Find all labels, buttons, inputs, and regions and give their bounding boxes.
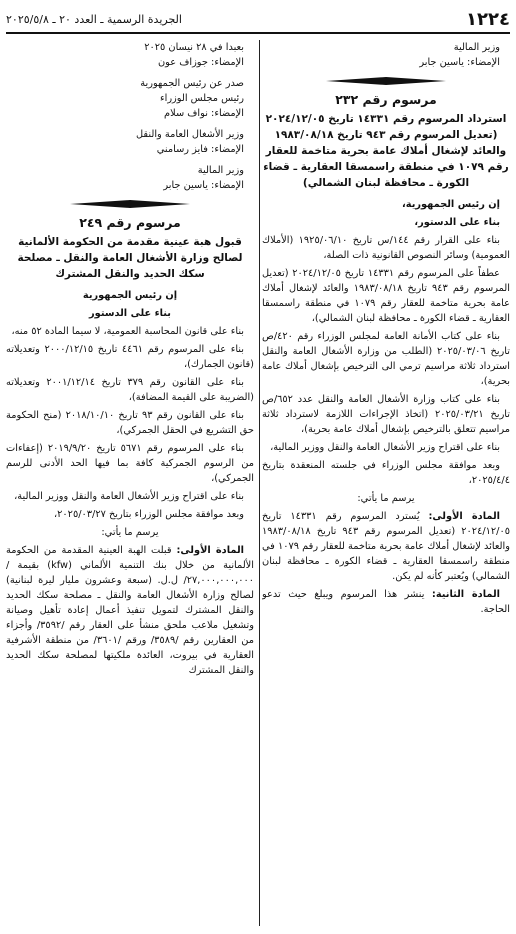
article-text: يُسترد المرسوم رقم ١٤٣٣١ تاريخ ٢٠٢٤/١٢/٠٥ (تعديل المرسوم رقم ٩٤٣ تاريخ ١٩٨٣/٠٨/١٨ والعائد لإشغال أملاك عامة بحرية متاخمة للعقار رقم ١٠٧٩ في منطقة راسمسقا العقارية ـ قضاء الكورة ـ محافظة لبنان الشمالي) ويُعتبر كأنه لم يكن. xyxy=(262,511,510,582)
decree-232-recital: بناء على كتاب الأمانة العامة لمجلس الوزراء رقم ٤٢٠/ص تاريخ ٢٠٢٥/٠٣/٠٦ (الطلب من وزارة الأشغال العامة والنقل استرداد ثلاثة مراسيم ترمي الى الترخيص بإشغال أملاك عامة بحرية)، xyxy=(262,331,510,387)
decree-249-recital: وبعد موافقة مجلس الوزراء بتاريخ ٢٠٢٥/٠٣/٢٧، xyxy=(53,509,244,520)
article-label: المادة الأولى: xyxy=(176,545,244,556)
decree-232-recital: بناء على كتاب وزارة الأشغال العامة والنقل عدد ٦٥٢/ص تاريخ ٢٠٢٥/٠٣/٢١ (اتخاذ الإجراءات اللازمة لاسترداد ثلاثة مراسيم تتعلق بالترخيص بإشغال أملاك عامة بحرية)، xyxy=(262,394,510,435)
signature-title: وزير المالية xyxy=(453,42,500,53)
decree-232-intro-president: إن رئيس الجمهورية، xyxy=(402,199,500,210)
signature-title: رئيس مجلس الوزراء xyxy=(160,93,244,104)
article-label: المادة الثانية: xyxy=(431,589,500,600)
section-divider xyxy=(262,74,510,88)
signature-name: الإمضاء: جوزاف عون xyxy=(157,57,244,68)
decree-249-decrees-line: يرسم ما يأتي: xyxy=(101,527,159,538)
decree-249-article-1 xyxy=(6,543,254,678)
signature-title: صدر عن رئيس الجمهورية xyxy=(140,78,244,89)
decree-232-recital: بناء على القرار رقم ١٤٤/س تاريخ ١٩٢٥/٠٦/١٠ (الأملاك العمومية) وسائر النصوص القانونية ذات الصلة، xyxy=(262,235,510,261)
decree-249-recital: بناء على قانون المحاسبة العمومية، لا سيما المادة ٥٢ منه، xyxy=(11,326,244,337)
decree-232-article-2 xyxy=(262,587,510,617)
decree-232-recital: بناء على اقتراح وزير الأشغال العامة والنقل ووزير المالية، xyxy=(270,442,500,453)
decree-232-recital: عطفاً على المرسوم رقم ١٤٣٣١ تاريخ ٢٠٢٤/١٢/٠٥ (تعديل المرسوم رقم ٩٤٣ تاريخ ١٩٨٣/٠٨/١٨ والعائد لإشغال أملاك عامة بحرية متاخمة للعقار رقم ١٠٧٩ في منطقة راسمسقا العقارية ـ قضاء الكورة ـ محافظة لبنان الشمالي)، xyxy=(262,268,510,324)
decree-249-recital: بناء على القانون رقم ٣٧٩ تاريخ ٢٠٠١/١٢/١٤ وتعديلاته (الضريبة على القيمة المضافة)، xyxy=(6,377,254,403)
decree-232-recital: وبعد موافقة مجلس الوزراء في جلسته المنعقدة بتاريخ ٢٠٢٥/٤/٤، xyxy=(262,460,510,486)
article-label: المادة الأولى: xyxy=(428,511,500,522)
decree-249-recital: بناء على المرسوم رقم ٥٦٧١ تاريخ ٢٠١٩/٩/٢٠ (إعفاءات من الرسوم الجمركية كافة بما فيها الحد الأدنى للرسم الجمركي)، xyxy=(6,443,254,484)
left-column xyxy=(6,40,254,928)
signature-place-date: بعبدا في ٢٨ نيسان ٢٠٢٥ xyxy=(144,42,244,53)
decree-232-intro-constitution: بناء على الدستور، xyxy=(414,217,500,228)
decree-249-subject: قبول هبة عينية مقدمة من الحكومة الألمانية لصالح وزارة الأشغال العامة والنقل ـ مصلحة سكك الحديد والنقل المشترك xyxy=(17,236,243,280)
signature-title: وزير الأشغال العامة والنقل xyxy=(136,129,244,140)
issue-line: الجريدة الرسمية ـ العدد ٢٠ ـ ٢٠٢٥/٥/٨ xyxy=(6,12,182,26)
decree-249-title: مرسوم رقم ٢٤٩ xyxy=(79,215,181,230)
signature-name: الإمضاء: نواف سلام xyxy=(164,108,244,119)
decree-232-decrees-line: يرسم ما يأتي: xyxy=(357,493,415,504)
decree-232-article-1 xyxy=(262,509,510,584)
article-text: قبلت الهبة العينية المقدمة من الحكومة الألمانية من خلال بنك التنمية الألماني (kfw) بقيمة /٢٧,٠٠٠,٠٠٠,٠٠٠/ ل.ل. (سبعة وعشرون مليار ليرة لبنانية) لصالح وزارة الأشغال العامة والنقل ـ مصلحة سكك الحديد والنقل المشترك لتمويل تنفيذ أعمال إعادة تأهيل وصيانة وتشغيل ملاعب ملحق منشأ على العقار رقم /٣٥٩٢/ وأجزاء من العقارين رقم /٣٥٨٩/ ورقم /٣٦٠١/ من منطقة الأشرفية العقارية في بيروت، العائدة ملكيتها لمصلحة سكك الحديد والنقل المشترك xyxy=(6,545,254,676)
decree-232-title: مرسوم رقم ٢٣٢ xyxy=(335,92,437,107)
page-header xyxy=(6,6,510,34)
signature-name: الإمضاء: ياسين جابر xyxy=(419,57,500,68)
right-column xyxy=(262,40,510,928)
decree-249-intro-president: إن رئيس الجمهورية xyxy=(82,290,178,301)
section-divider xyxy=(6,197,254,211)
signature-name: الإمضاء: فايز رسامني xyxy=(156,144,244,155)
signature-name: الإمضاء: ياسين جابر xyxy=(163,180,244,191)
decree-249-intro-constitution: بناء على الدستور xyxy=(89,308,171,319)
decree-232-subject: استرداد المرسوم رقم ١٤٣٣١ تاريخ ٢٠٢٤/١٢/٠٥ (تعديل المرسوم رقم ٩٤٣ تاريخ ١٩٨٣/٠٨/١٨ والعائد لإشغال أملاك عامة بحرية متاخمة للعقار رقم ١٠٧٩ في منطقة راسمسقا العقارية ـ قضاء الكورة ـ محافظة لبنان الشمالي) xyxy=(263,113,509,189)
page-number: ١٢٢٤ xyxy=(466,8,510,30)
column-separator xyxy=(259,40,260,926)
signature-title: وزير المالية xyxy=(197,165,244,176)
decree-249-recital: بناء على اقتراح وزير الأشغال العامة والنقل ووزير المالية، xyxy=(14,491,244,502)
article-text: ينشر هذا المرسوم ويبلغ حيث تدعو الحاجة. xyxy=(262,589,510,615)
decree-249-recital: بناء على القانون رقم ٩٣ تاريخ ٢٠١٨/١٠/١٠ (منح الحكومة حق التشريع في الحقل الجمركي)، xyxy=(6,410,254,436)
decree-249-recital: بناء على المرسوم رقم ٤٤٦١ تاريخ ٢٠٠٠/١٢/١٥ وتعديلاته (قانون الجمارك)، xyxy=(6,344,254,370)
